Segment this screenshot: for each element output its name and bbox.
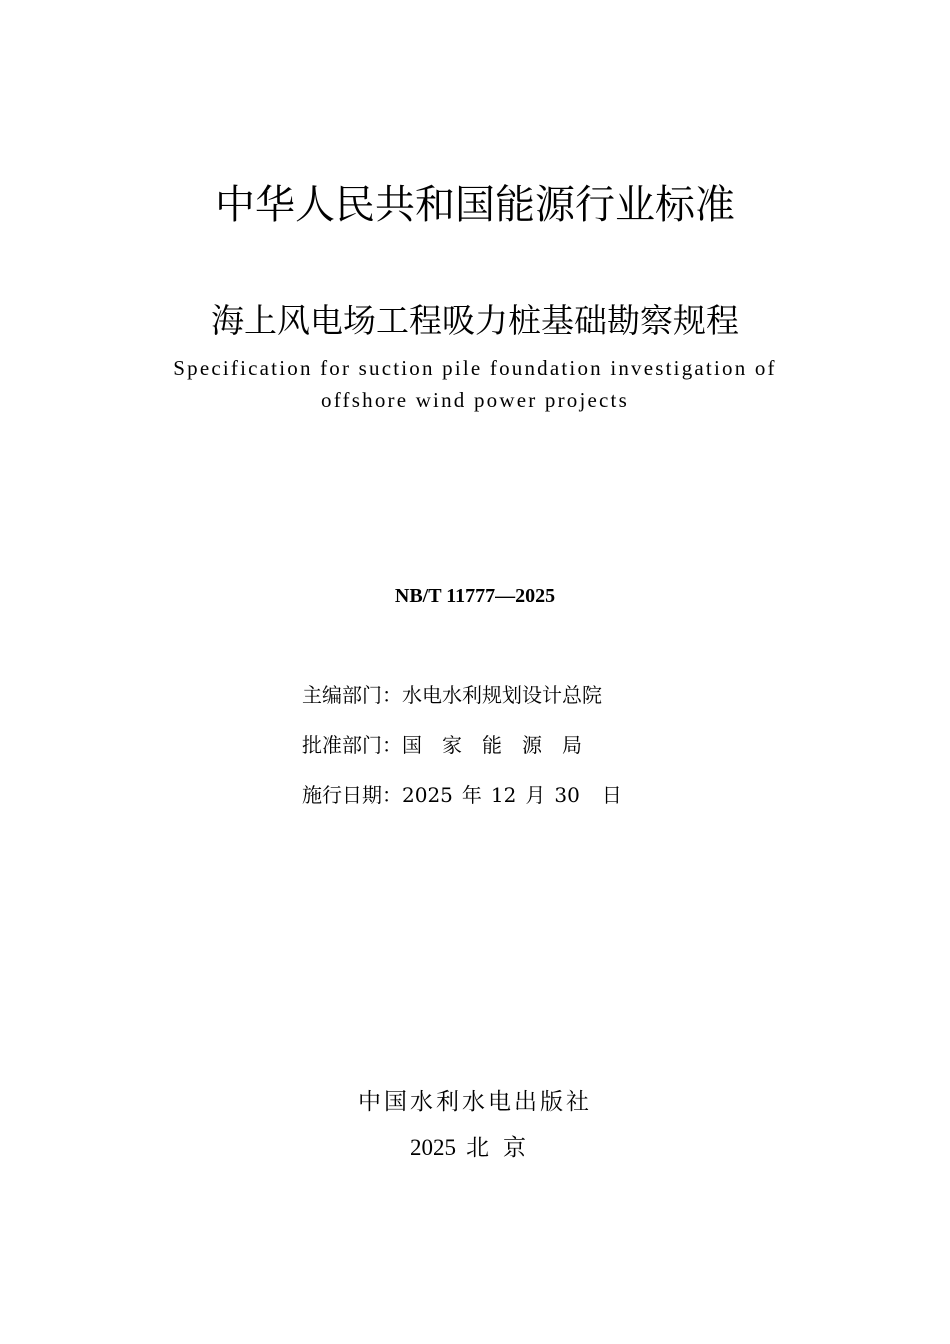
publisher-name: 中国水利水电出版社 [358,1089,592,1115]
effective-date-day: 30 [554,783,580,807]
document-title-cn: 海上风电场工程吸力桩基础勘察规程 [211,301,739,340]
approver-department-value: 国家能源局 [402,733,602,757]
document-title-en-line2: offshore wind power projects [321,388,629,412]
approver-department-label: 批准部门： [302,733,402,757]
editor-department-label: 主编部门： [302,683,402,707]
editor-department-row [302,681,602,709]
effective-date-year: 2025 [402,783,453,807]
standard-number: NB/T 11777—2025 [394,585,556,607]
effective-date-label: 施行日期： [302,783,402,807]
effective-date-month-unit: 月 [525,783,546,807]
effective-date-year-unit: 年 [461,783,482,807]
effective-date-row [302,781,631,809]
document-title-en-line1: Specification for suction pile foundation investigation of [173,356,777,380]
standard-category-title: 中华人民共和国能源行业标准 [215,182,735,228]
approver-department-row [302,731,602,759]
effective-date-month: 12 [490,783,517,807]
effective-date-day-unit: 日 [601,783,622,807]
editor-department-value: 水电水利规划设计总院 [402,683,602,707]
publication-year: 2025 [410,1135,456,1160]
publication-place-year [0,1132,950,1164]
publication-city: 北京 [466,1135,540,1161]
